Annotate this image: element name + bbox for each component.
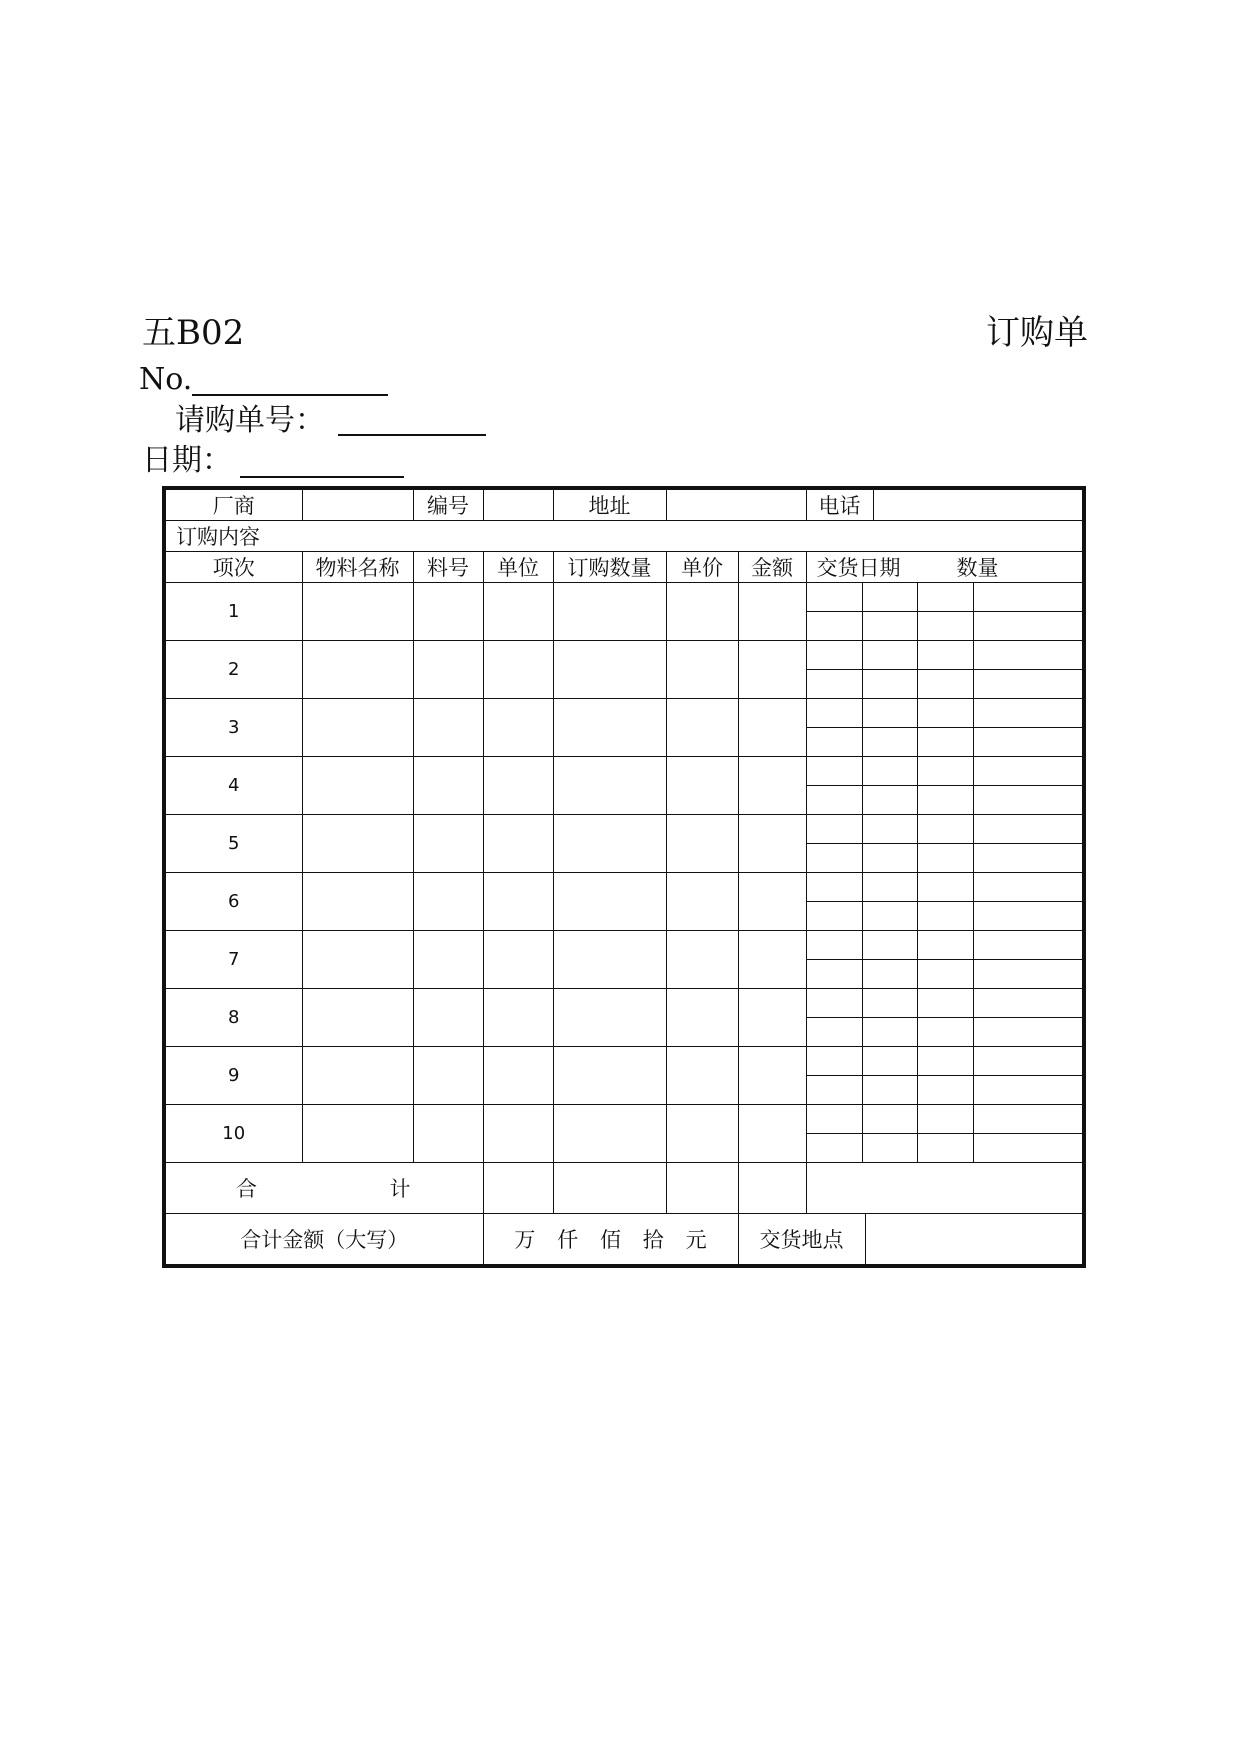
order-qty-cell[interactable]	[553, 1047, 666, 1105]
content-row	[164, 521, 1084, 552]
table-row	[164, 757, 1084, 815]
total-amount-cell[interactable]	[738, 1163, 806, 1214]
row-number: 2	[164, 641, 302, 699]
unit-price-cell[interactable]	[666, 699, 738, 757]
total-delivery-cell[interactable]	[806, 1163, 1084, 1214]
unit-qian: 仟	[557, 1228, 579, 1252]
material-name-cell[interactable]	[302, 931, 413, 989]
material-name-cell[interactable]	[302, 699, 413, 757]
table-row	[164, 1047, 1084, 1105]
unit-cell[interactable]	[483, 873, 553, 931]
unit-cell[interactable]	[483, 989, 553, 1047]
col-material-name: 物料名称	[302, 552, 413, 583]
order-table	[162, 486, 1086, 1268]
unit-cell[interactable]	[483, 641, 553, 699]
part-no-cell[interactable]	[413, 641, 483, 699]
amount-cell[interactable]	[738, 815, 806, 873]
total-label-left: 合	[236, 1177, 257, 1201]
total-unit-cell[interactable]	[483, 1163, 553, 1214]
order-qty-cell[interactable]	[553, 641, 666, 699]
delivery-cell[interactable]	[806, 989, 1084, 1047]
unit-price-cell[interactable]	[666, 989, 738, 1047]
part-no-cell[interactable]	[413, 699, 483, 757]
order-qty-cell[interactable]	[553, 699, 666, 757]
unit-price-cell[interactable]	[666, 1047, 738, 1105]
col-delivery	[806, 552, 1084, 583]
table-row	[164, 815, 1084, 873]
material-name-cell[interactable]	[302, 873, 413, 931]
delivery-cell[interactable]	[806, 583, 1084, 641]
row-number: 6	[164, 873, 302, 931]
material-name-cell[interactable]	[302, 1105, 413, 1163]
col-delivery-qty: 数量	[956, 556, 999, 580]
amount-cell[interactable]	[738, 931, 806, 989]
column-header-row	[164, 552, 1084, 583]
total-price-cell[interactable]	[666, 1163, 738, 1214]
unit-price-cell[interactable]	[666, 641, 738, 699]
unit-cell[interactable]	[483, 699, 553, 757]
amount-words-field[interactable]	[483, 1214, 738, 1267]
material-name-cell[interactable]	[302, 757, 413, 815]
form-title: 订购单	[986, 313, 1088, 353]
amount-cell[interactable]	[738, 989, 806, 1047]
phone-label: 电话	[807, 490, 874, 520]
col-unit-price: 单价	[666, 552, 738, 583]
amount-cell[interactable]	[738, 757, 806, 815]
table-row	[164, 583, 1084, 641]
unit-price-cell[interactable]	[666, 931, 738, 989]
unit-price-cell[interactable]	[666, 1105, 738, 1163]
unit-cell[interactable]	[483, 583, 553, 641]
amount-cell[interactable]	[738, 641, 806, 699]
total-label-right: 计	[389, 1177, 411, 1201]
unit-yuan: 元	[685, 1228, 707, 1252]
vendor-row	[164, 488, 1084, 521]
delivery-cell[interactable]	[806, 815, 1084, 873]
request-no-field[interactable]	[338, 434, 486, 436]
unit-price-cell[interactable]	[666, 873, 738, 931]
row-number: 7	[164, 931, 302, 989]
delivery-cell[interactable]	[806, 873, 1084, 931]
col-amount: 金额	[738, 552, 806, 583]
delivery-cell[interactable]	[806, 699, 1084, 757]
col-delivery-date: 交货日期	[816, 556, 901, 580]
amount-words-label: 合计金额（大写）	[164, 1214, 483, 1267]
amount-words-row	[164, 1214, 1084, 1267]
material-name-cell[interactable]	[302, 989, 413, 1047]
amount-cell[interactable]	[738, 1105, 806, 1163]
total-row	[164, 1163, 1084, 1214]
content-label: 订购内容	[164, 521, 1084, 552]
address-label: 地址	[553, 488, 666, 521]
row-number: 4	[164, 757, 302, 815]
order-no-field[interactable]	[192, 394, 388, 396]
table-row	[164, 641, 1084, 699]
phone-field[interactable]	[874, 490, 1083, 520]
address-field[interactable]	[666, 488, 806, 521]
delivery-cell[interactable]	[806, 931, 1084, 989]
form-code: 五B02	[142, 313, 245, 353]
material-name-cell[interactable]	[302, 641, 413, 699]
row-number: 5	[164, 815, 302, 873]
table-row	[164, 931, 1084, 989]
unit-price-cell[interactable]	[666, 815, 738, 873]
order-qty-cell[interactable]	[553, 583, 666, 641]
part-no-cell[interactable]	[413, 815, 483, 873]
amount-cell[interactable]	[738, 873, 806, 931]
row-number: 10	[164, 1105, 302, 1163]
delivery-cell[interactable]	[806, 1047, 1084, 1105]
delivery-cell[interactable]	[806, 757, 1084, 815]
col-unit: 单位	[483, 552, 553, 583]
delivery-place-label: 交货地点	[739, 1214, 866, 1264]
part-no-cell[interactable]	[413, 1105, 483, 1163]
order-qty-cell[interactable]	[553, 757, 666, 815]
order-qty-cell[interactable]	[553, 873, 666, 931]
number-label: 编号	[413, 488, 483, 521]
unit-bai: 佰	[599, 1228, 621, 1252]
col-part-no: 料号	[413, 552, 483, 583]
order-qty-cell[interactable]	[553, 931, 666, 989]
col-order-qty: 订购数量	[553, 552, 666, 583]
unit-price-cell[interactable]	[666, 583, 738, 641]
order-no-label: No.	[139, 362, 193, 397]
part-no-cell[interactable]	[413, 989, 483, 1047]
unit-cell[interactable]	[483, 1105, 553, 1163]
delivery-place-field[interactable]	[866, 1214, 1083, 1264]
delivery-cell[interactable]	[806, 1105, 1084, 1163]
vendor-field[interactable]	[302, 488, 413, 521]
amount-cell[interactable]	[738, 699, 806, 757]
unit-wan: 万	[514, 1228, 536, 1252]
material-name-cell[interactable]	[302, 815, 413, 873]
part-no-cell[interactable]	[413, 757, 483, 815]
col-item: 项次	[164, 552, 302, 583]
unit-cell[interactable]	[483, 757, 553, 815]
request-no-label: 请购单号：	[175, 403, 325, 438]
order-qty-cell[interactable]	[553, 989, 666, 1047]
delivery-cell[interactable]	[806, 641, 1084, 699]
table-row	[164, 873, 1084, 931]
amount-cell[interactable]	[738, 583, 806, 641]
material-name-cell[interactable]	[302, 583, 413, 641]
number-field[interactable]	[483, 488, 553, 521]
part-no-cell[interactable]	[413, 1047, 483, 1105]
order-qty-cell[interactable]	[553, 815, 666, 873]
row-number: 1	[164, 583, 302, 641]
table-row	[164, 699, 1084, 757]
row-number: 3	[164, 699, 302, 757]
amount-cell[interactable]	[738, 1047, 806, 1105]
unit-cell[interactable]	[483, 1047, 553, 1105]
date-field[interactable]	[240, 476, 404, 478]
total-qty-cell[interactable]	[553, 1163, 666, 1214]
date-label: 日期：	[142, 443, 232, 478]
row-number: 8	[164, 989, 302, 1047]
unit-cell[interactable]	[483, 931, 553, 989]
total-label	[164, 1163, 483, 1214]
part-no-cell[interactable]	[413, 931, 483, 989]
unit-shi: 拾	[642, 1228, 664, 1252]
part-no-cell[interactable]	[413, 583, 483, 641]
table-row	[164, 989, 1084, 1047]
material-name-cell[interactable]	[302, 1047, 413, 1105]
unit-price-cell[interactable]	[666, 757, 738, 815]
unit-cell[interactable]	[483, 815, 553, 873]
row-number: 9	[164, 1047, 302, 1105]
order-qty-cell[interactable]	[553, 1105, 666, 1163]
table-row	[164, 1105, 1084, 1163]
vendor-label: 厂商	[164, 488, 302, 521]
part-no-cell[interactable]	[413, 873, 483, 931]
